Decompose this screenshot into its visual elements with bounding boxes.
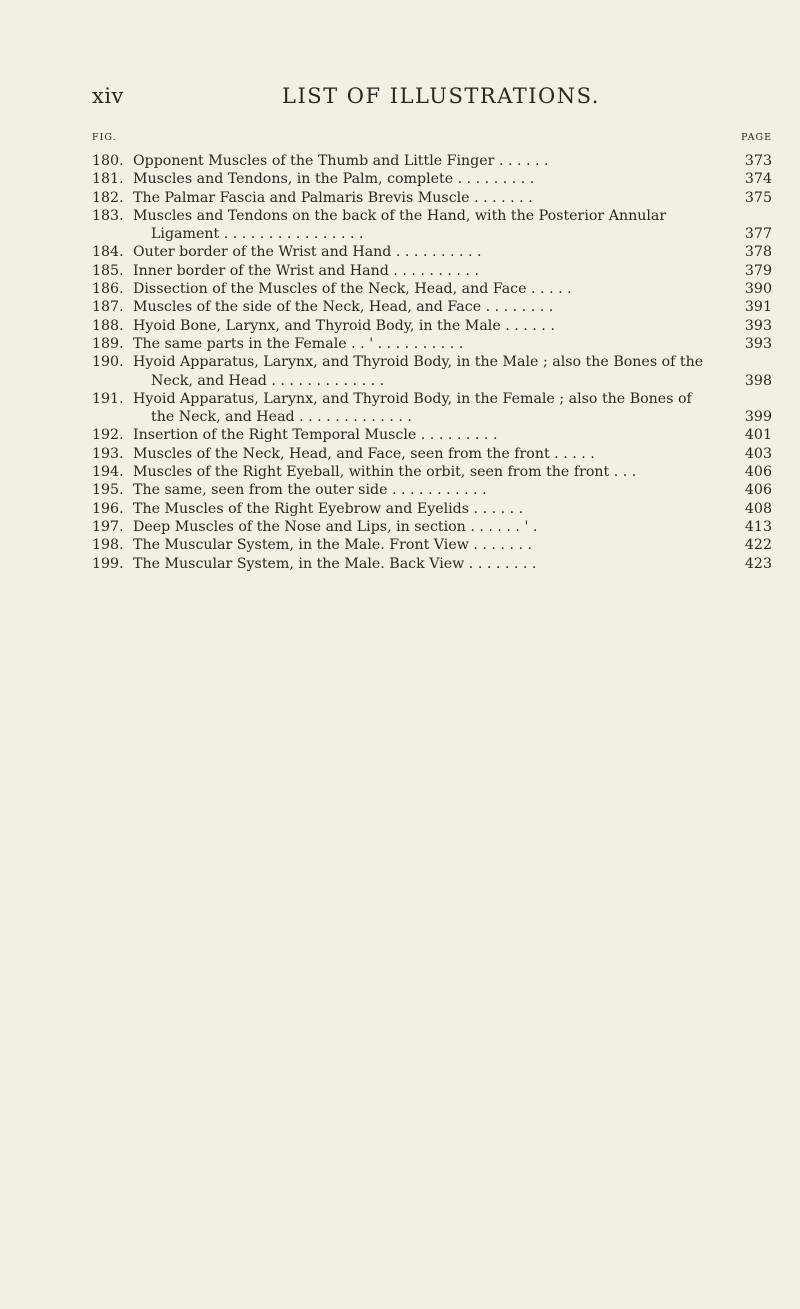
list-entry (0, 243, 800, 261)
figure-number: 195. (92, 482, 124, 499)
list-entry (0, 152, 800, 170)
list-entry (0, 262, 800, 280)
page-reference: 401 (744, 427, 772, 444)
entry-line (0, 463, 800, 481)
page-reference: 373 (744, 153, 772, 169)
list-entry (0, 353, 800, 390)
entry-line (0, 536, 800, 554)
page-reference: 406 (744, 482, 772, 499)
entry-line (0, 280, 800, 298)
figure-title: Muscles and Tendons, in the Palm, complete . . . . . . . . . (133, 171, 535, 188)
page-reference: 375 (744, 189, 772, 206)
entry-line (0, 262, 800, 280)
figure-number: 199. (92, 555, 124, 572)
figure-number: 183. (92, 207, 124, 224)
figure-number: 191. (92, 390, 124, 407)
figure-title: Muscles of the Right Eyeball, within the orbit, seen from the front . . . (133, 464, 637, 481)
figure-title: Ligament . . . . . . . . . . . . . . . . (151, 226, 364, 243)
entry-line (0, 481, 800, 499)
entry-line (0, 243, 800, 261)
page-reference: 399 (744, 409, 772, 426)
list-entry (0, 335, 800, 353)
entry-line (0, 426, 800, 444)
page-reference: 390 (744, 281, 772, 298)
entry-line (0, 225, 800, 243)
list-entry (0, 463, 800, 481)
page-reference: 393 (744, 317, 772, 334)
list-entry (0, 390, 800, 427)
figure-title: The same parts in the Female . . ' . . . . . . . . . . (133, 335, 464, 352)
illustrations-list (0, 152, 800, 573)
page-reference: 406 (744, 464, 772, 481)
page-number: xiv (92, 84, 124, 108)
figure-title: Dissection of the Muscles of the Neck, Head, and Face . . . . . (133, 281, 572, 298)
entry-line (0, 152, 800, 170)
figure-title: Hyoid Apparatus, Larynx, and Thyroid Body, in the Male ; also the Bones of the (133, 354, 704, 371)
figure-number: 182. (92, 189, 124, 206)
figure-number: 194. (92, 464, 124, 481)
entry-line (0, 500, 800, 518)
figure-number: 186. (92, 281, 124, 298)
entry-line (0, 170, 800, 188)
figure-number: 189. (92, 335, 124, 352)
page-reference: 374 (744, 171, 772, 188)
fig-column-heading: FIG. (92, 132, 117, 143)
page-reference: 391 (744, 299, 772, 316)
list-entry (0, 481, 800, 499)
figure-number: 180. (92, 153, 124, 169)
page-reference: 377 (744, 226, 772, 243)
figure-number: 196. (92, 500, 124, 517)
list-entry (0, 500, 800, 518)
figure-title: Deep Muscles of the Nose and Lips, in section . . . . . . ' . (133, 518, 538, 535)
list-entry (0, 170, 800, 188)
list-entry (0, 207, 800, 244)
figure-number: 181. (92, 171, 124, 188)
entry-line (0, 317, 800, 335)
page-reference: 398 (744, 372, 772, 389)
figure-title: Muscles of the Neck, Head, and Face, seen from the front . . . . . (133, 445, 595, 462)
figure-title: Opponent Muscles of the Thumb and Little Finger . . . . . . (133, 153, 549, 169)
entry-line (0, 518, 800, 536)
figure-number: 190. (92, 354, 124, 371)
figure-title: Muscles and Tendons on the back of the Hand, with the Posterior Annular (133, 207, 667, 224)
entry-line (0, 372, 800, 390)
figure-title: the Neck, and Head . . . . . . . . . . . . . (151, 409, 412, 426)
list-entry (0, 189, 800, 207)
figure-number: 188. (92, 317, 124, 334)
list-entry (0, 518, 800, 536)
page-reference: 393 (744, 335, 772, 352)
list-entry (0, 298, 800, 316)
entry-line (0, 189, 800, 207)
figure-title: The Muscular System, in the Male. Back View . . . . . . . . (133, 555, 537, 572)
page-reference: 423 (744, 555, 772, 572)
entry-line (0, 207, 800, 225)
entry-line (0, 408, 800, 426)
figure-title: Neck, and Head . . . . . . . . . . . . . (151, 372, 385, 389)
figure-number: 184. (92, 244, 124, 261)
figure-title: The Muscles of the Right Eyebrow and Eyelids . . . . . . (133, 500, 524, 517)
list-entry (0, 445, 800, 463)
figure-number: 198. (92, 537, 124, 554)
figure-number: 197. (92, 518, 124, 535)
page-column-heading: PAGE (741, 132, 772, 143)
entry-line (0, 353, 800, 371)
list-entry (0, 426, 800, 444)
figure-title: The same, seen from the outer side . . . . . . . . . . . (133, 482, 487, 499)
figure-title: Inner border of the Wrist and Hand . . . . . . . . . . (133, 262, 479, 279)
entry-line (0, 445, 800, 463)
column-headings (0, 132, 800, 146)
list-entry (0, 555, 800, 573)
figure-title: Insertion of the Right Temporal Muscle . . . . . . . . . (133, 427, 498, 444)
page-header (0, 84, 800, 118)
figure-number: 193. (92, 445, 124, 462)
figure-number: 192. (92, 427, 124, 444)
entry-line (0, 555, 800, 573)
figure-title: Hyoid Apparatus, Larynx, and Thyroid Body, in the Female ; also the Bones of (133, 390, 692, 407)
entry-line (0, 390, 800, 408)
figure-title: Hyoid Bone, Larynx, and Thyroid Body, in the Male . . . . . . (133, 317, 555, 334)
figure-number: 185. (92, 262, 124, 279)
page-reference: 422 (744, 537, 772, 554)
page-reference: 408 (744, 500, 772, 517)
entry-line (0, 298, 800, 316)
figure-title: Outer border of the Wrist and Hand . . . . . . . . . . (133, 244, 482, 261)
figure-title: The Palmar Fascia and Palmaris Brevis Muscle . . . . . . . (133, 189, 533, 206)
page-reference: 403 (744, 445, 772, 462)
page-reference: 413 (744, 518, 772, 535)
list-entry (0, 536, 800, 554)
list-entry (0, 280, 800, 298)
page-reference: 379 (744, 262, 772, 279)
running-title: LIST OF ILLUSTRATIONS. (282, 84, 600, 108)
figure-title: The Muscular System, in the Male. Front View . . . . . . . (133, 537, 533, 554)
entry-line (0, 335, 800, 353)
figure-number: 187. (92, 299, 124, 316)
page-reference: 378 (744, 244, 772, 261)
list-entry (0, 317, 800, 335)
figure-title: Muscles of the side of the Neck, Head, and Face . . . . . . . . (133, 299, 554, 316)
